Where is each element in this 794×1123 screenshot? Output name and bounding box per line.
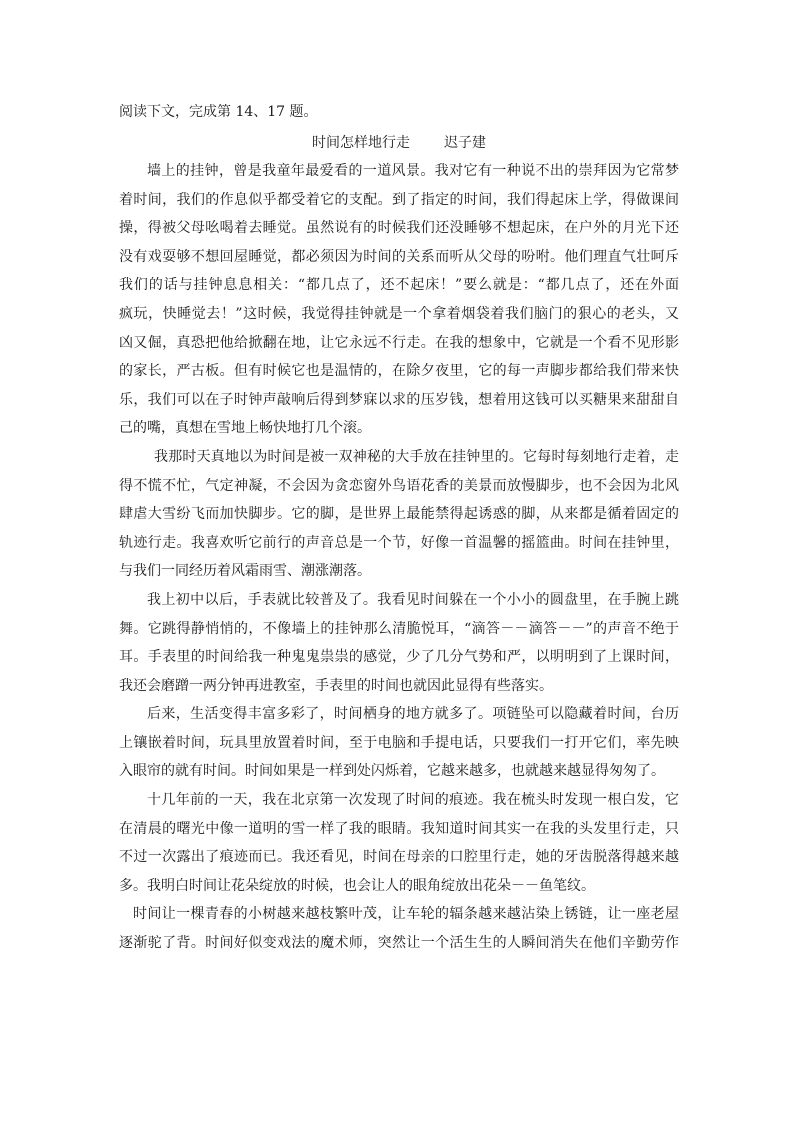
- text-line: 我那时天真地以为时间是被一双神秘的大手放在挂钟里的。它每时每刻地行走着，走: [154, 448, 679, 465]
- text-line: 十几年前的一天，我在北京第一次发现了时间的痕迹。我在梳头时发现一根白发，它: [147, 792, 679, 809]
- text-line: 的家长，严古板。但有时候它也是温情的，在除夕夜里，它的每一声脚步都给我们带来快: [119, 363, 679, 380]
- text-line: 墙上的挂钟，曾是我童年最爱看的一道风景。我对它有一种说不出的崇拜因为它常梦: [147, 163, 679, 179]
- text-line: 我上初中以后，手表就比较普及了。我看见时间躲在一个小小的圆盘里，在手腕上跳: [147, 591, 679, 608]
- text-line: 乐，我们可以在子时钟声敲响后得到梦寐以求的压岁钱，想着用这钱可以买糖果来甜甜自: [119, 391, 679, 408]
- text-line: 得不慌不忙，气定神凝，不会因为贪恋窗外鸟语花香的美景而放慢脚步，也不会因为北风: [119, 477, 679, 494]
- paragraph-2: [119, 443, 679, 586]
- text-line: 操，得被父母吆喝着去睡觉。虽然说有的时候我们还没睡够不想起床，在户外的月光下还: [119, 220, 679, 237]
- text-line: 疯玩，快睡觉去！”这时候，我觉得挂钟就是一个拿着烟袋着我们脑门的狠心的老头，又: [119, 305, 679, 322]
- paragraph-3: [119, 586, 679, 700]
- paragraph-4: [119, 700, 679, 786]
- article-title: 时间怎样地行走: [312, 135, 410, 151]
- text-line: 在清晨的曙光中像一道明的雪一样了我的眼睛。我知道时间其实一在我的头发里行走，只: [119, 820, 679, 837]
- text-line: 多。我明白时间让花朵绽放的时候，也会让人的眼角绽放出花朵－－鱼笔纹。: [119, 877, 595, 894]
- text-line: 己的嘴，真想在雪地上畅快地打几个滚。: [119, 420, 371, 437]
- text-line: 入眼帘的就有时间。时间如果是一样到处闪烁着，它越来越多，也就越来越显得匆匆了。: [119, 763, 665, 780]
- text-line: 我还会磨蹭一两分钟再进教室，手表里的时间也就因此显得有些落实。: [119, 677, 553, 694]
- text-line: 上镶嵌着时间，玩具里放置着时间，至于电脑和手提电话，只要我们一打开它们，率先映: [119, 734, 679, 751]
- paragraph-5: [119, 786, 679, 900]
- text-line: 没有戏耍够不想回屋睡觉，都必须因为时间的关系而听从父母的吩咐。他们理直气壮呵斥: [119, 248, 679, 265]
- article-body: [119, 157, 679, 958]
- article-heading: [119, 129, 679, 157]
- text-line: 逐渐驼了背。时间好似变戏法的魔术师，突然让一个活生生的人瞬间消失在他们辛勤劳作: [119, 935, 679, 952]
- paragraph-6: [119, 900, 679, 957]
- paragraph-1: [119, 157, 679, 443]
- article-author: 迟子建: [444, 135, 486, 151]
- text-line: 与我们一同经历着风霜雨雪、潮涨潮落。: [119, 563, 371, 580]
- text-line: 着时间，我们的作息似乎都受着它的支配。到了指定的时间，我们得起床上学，得做课间: [119, 191, 679, 208]
- text-line: 轨迹行走。我喜欢听它前行的声音总是一个节，好像一首温馨的摇篮曲。时间在挂钟里，: [119, 534, 679, 551]
- text-line: 后来，生活变得丰富多彩了，时间栖身的地方就多了。项链坠可以隐藏着时间，台历: [147, 706, 679, 723]
- text-line: 凶又倔，真恐把他给掀翻在地，让它永远不行走。在我的想象中，它就是一个看不见形影: [119, 334, 679, 351]
- reading-instruction: 阅读下文，完成第 14、17 题。: [119, 104, 318, 120]
- document-page: [119, 98, 679, 958]
- text-line: 时间让一棵青春的小树越来越枝繁叶茂，让车轮的辐条越来越沾染上锈链，让一座老屋: [133, 906, 679, 923]
- text-line: 肆虐大雪纷飞而加快脚步。它的脚，是世界上最能禁得起诱惑的脚，从来都是循着固定的: [119, 506, 679, 523]
- text-line: 舞。它跳得静悄悄的，不像墙上的挂钟那么清脆悦耳，“滴答－－滴答－－”的声音不绝于: [119, 620, 679, 637]
- text-line: 我们的话与挂钟息息相关：“都几点了，还不起床！”要么就是：“都几点了，还在外面: [119, 277, 679, 294]
- text-line: 耳。手表里的时间给我一种鬼鬼祟祟的感觉，少了几分气势和严，以明明到了上课时间，: [119, 649, 679, 666]
- text-line: 不过一次露出了痕迹而已。我还看见，时间在母亲的口腔里行走，她的牙齿脱落得越来越: [119, 849, 679, 866]
